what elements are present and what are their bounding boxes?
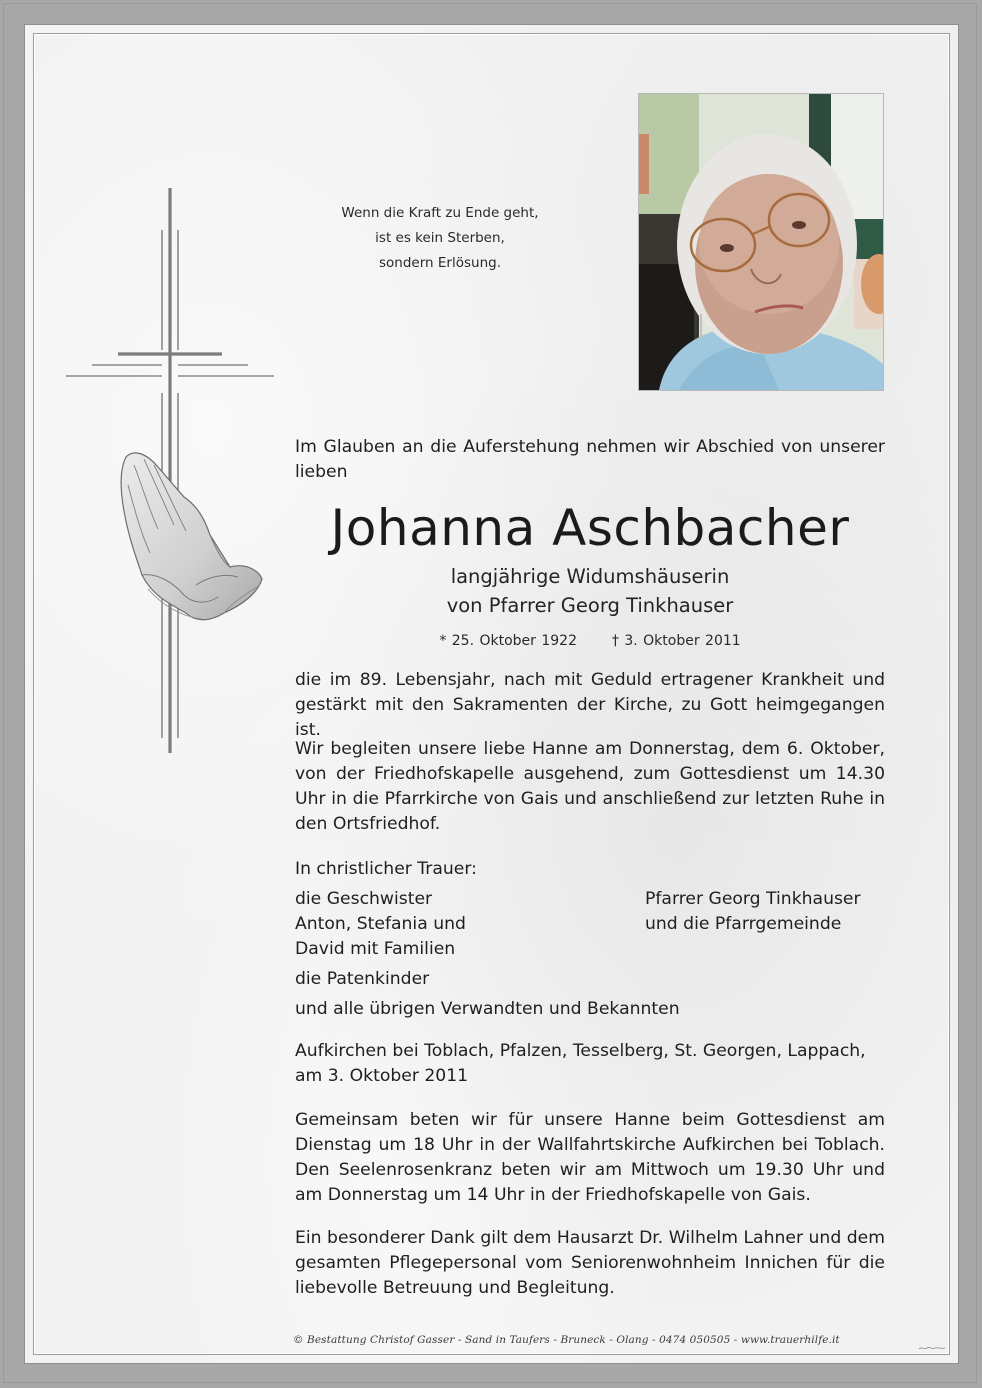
mourners-heading: In christlicher Trauer: [295, 859, 477, 879]
paragraph-funeral: Wir begleiten unsere liebe Hanne am Donnerstag, dem 6. Oktober, von der Friedhofskapelle ausgehend, zum Gottesdienst um 14.30 Uhr in die Pfarrkirche von Gais und anschließend zur letzten Ruhe in den Ortsfriedhof. [295, 739, 885, 834]
portrait-image [639, 94, 883, 390]
motto-line-3: sondern Erlösung. [379, 255, 501, 271]
mourners-row-1 [295, 887, 885, 912]
mourner-right-1: Pfarrer Georg Tinkhauser [645, 889, 861, 909]
signature-mark-icon [918, 1345, 946, 1351]
paragraph-passing: die im 89. Lebensjahr, nach mit Geduld ertragener Krankheit und gestärkt mit den Sakramenten der Kirche, zu Gott heimgegangen ist. [295, 670, 885, 740]
life-dates [290, 631, 890, 651]
death-date: 3. Oktober 2011 [624, 633, 741, 649]
praying-hands-icon [112, 445, 267, 635]
motto-line-2: ist es kein Sterben, [375, 230, 505, 246]
place-date [295, 1039, 885, 1089]
birth-symbol: * [439, 633, 447, 649]
mourners-section [295, 857, 885, 1022]
motto-verse [330, 201, 550, 276]
motto-line-1: Wenn die Kraft zu Ende geht, [341, 205, 539, 221]
deceased-role [290, 562, 890, 620]
footer-credit: © Bestattung Christof Gasser - Sand in Taufers - Bruneck - Olang - 0474 050505 - www.trauerhilfe.it [293, 1334, 840, 1346]
paragraph-thanks: Ein besonderer Dank gilt dem Hausarzt Dr. Wilhelm Lahner und dem gesamten Pflegepersonal vom Seniorenwohnheim Innichen für die liebevolle Betreuung und Begleitung. [295, 1228, 885, 1298]
mourner-godchildren: die Patenkinder [295, 969, 430, 989]
birth-date: 25. Oktober 1922 [451, 633, 577, 649]
date-line: am 3. Oktober 2011 [295, 1066, 469, 1086]
role-line-1: langjährige Widumshäuserin [450, 565, 730, 588]
mourners-row-2 [295, 912, 885, 937]
portrait-photo [638, 93, 884, 391]
mourner-right-2: und die Pfarrgemeinde [645, 914, 842, 934]
death-symbol: † [611, 633, 619, 649]
place-line: Aufkirchen bei Toblach, Pfalzen, Tesselberg, St. Georgen, Lappach, [295, 1041, 866, 1061]
mourner-left-1: die Geschwister [295, 889, 433, 909]
mourner-relatives: und alle übrigen Verwandten und Bekannten [295, 999, 680, 1019]
paragraph-prayers: Gemeinsam beten wir für unsere Hanne beim Gottesdienst am Dienstag um 18 Uhr in der Wallfahrtskirche Aufkirchen bei Toblach. Den Seelenrosenkranz beten wir am Mittwoch um 19.30 Uhr und am Donnerstag um 14 Uhr in der Friedhofskapelle von Gais. [295, 1110, 885, 1205]
deceased-name: Johanna Aschbacher [330, 499, 850, 557]
role-line-2: von Pfarrer Georg Tinkhauser [446, 594, 734, 617]
mourner-left-3: David mit Familien [295, 939, 456, 959]
mourner-left-2: Anton, Stefania und [295, 914, 466, 934]
intro-text: Im Glauben an die Auferstehung nehmen wir Abschied von unserer lieben [295, 437, 885, 482]
